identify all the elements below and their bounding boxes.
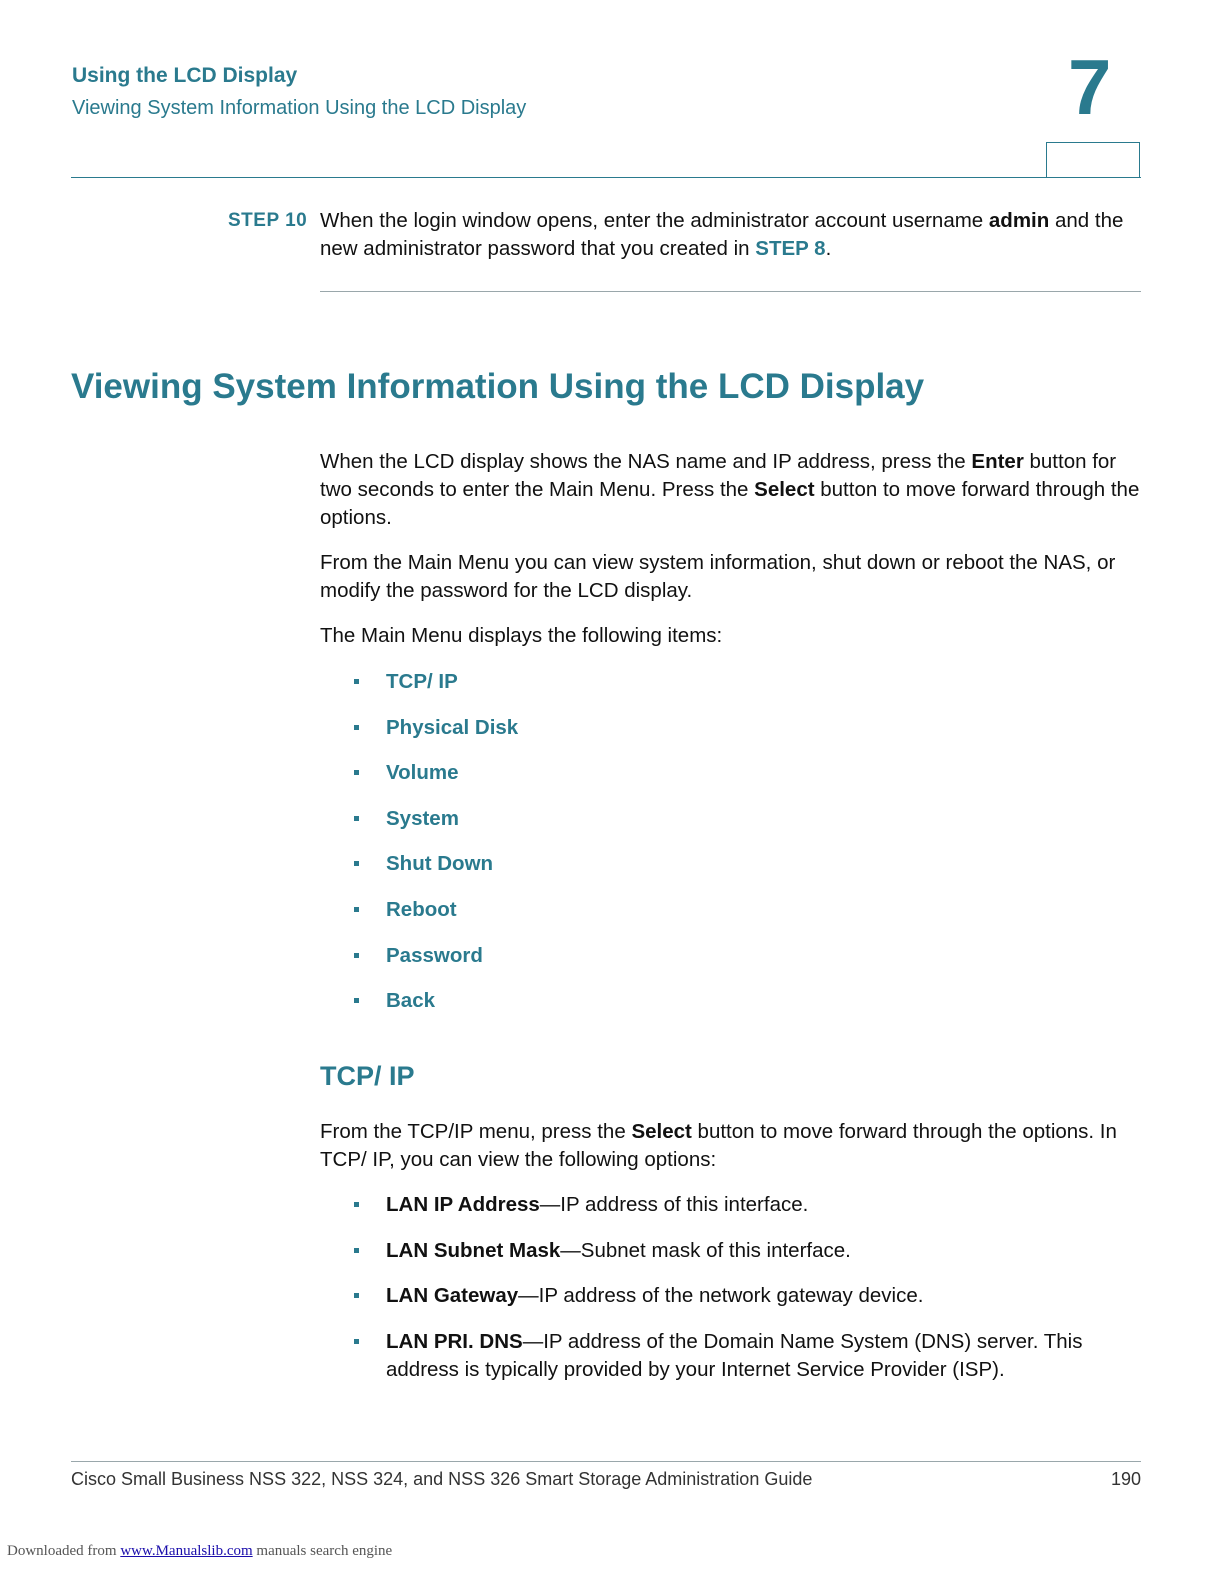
tcpip-paragraph xyxy=(320,1118,1140,1174)
footer-divider xyxy=(71,1461,1141,1462)
list-item xyxy=(354,1237,1144,1265)
menu-link-password[interactable] xyxy=(354,942,1054,988)
section-title: Viewing System Information Using the LCD Display xyxy=(72,97,527,119)
bullet-icon xyxy=(354,1202,359,1207)
chapter-tab-box xyxy=(1046,142,1140,177)
menu-link-label: Shut Down xyxy=(386,852,494,876)
option-term: LAN Gateway xyxy=(386,1284,519,1308)
list-item xyxy=(354,1282,1144,1310)
step-divider xyxy=(320,291,1141,292)
bullet-icon xyxy=(354,1293,359,1298)
download-suffix: manuals search engine xyxy=(252,1543,393,1559)
option-desc: —IP address of the Domain Name System (DNS) server. This address is typically provided by your Internet Service Provider (ISP). xyxy=(386,1329,1083,1381)
option-desc: —IP address of this interface. xyxy=(539,1193,809,1216)
tcpip-options-list xyxy=(354,1191,1144,1401)
step-text-part: and the new administrator password that you created in xyxy=(320,209,1124,260)
menu-link-system[interactable] xyxy=(354,805,1054,851)
step-8-link[interactable]: STEP 8 xyxy=(755,237,826,260)
menu-items-intro: The Main Menu displays the following items: xyxy=(320,624,723,647)
header-divider xyxy=(71,177,1141,178)
select-term: Select xyxy=(754,478,815,501)
text-part: button to move forward through the options. xyxy=(320,478,1140,529)
option-term: LAN PRI. DNS xyxy=(386,1329,523,1353)
list-item xyxy=(354,1328,1144,1384)
menu-link-back[interactable] xyxy=(354,987,1054,1033)
text-part: From the TCP/IP menu, press the xyxy=(320,1120,632,1143)
menu-link-volume[interactable] xyxy=(354,759,1054,805)
menu-link-label: Back xyxy=(386,989,436,1013)
bullet-icon xyxy=(354,907,359,912)
bullet-icon xyxy=(354,861,359,866)
list-item xyxy=(354,1191,1144,1219)
menu-link-label: Password xyxy=(386,943,483,967)
text-part: When the LCD display shows the NAS name and IP address, press the xyxy=(320,450,972,473)
menu-link-tcpip[interactable] xyxy=(354,668,1054,714)
chapter-number: 7 xyxy=(1068,43,1112,131)
bullet-icon xyxy=(354,998,359,1003)
download-banner xyxy=(7,1543,392,1560)
text-part: button to move forward through the options. In TCP/ IP, you can view the following options: xyxy=(320,1120,1117,1171)
menu-link-physical-disk[interactable] xyxy=(354,714,1054,760)
menu-link-shut-down[interactable] xyxy=(354,850,1054,896)
main-menu-paragraph: From the Main Menu you can view system information, shut down or reboot the NAS, or modify the password for the LCD display. xyxy=(320,551,1116,602)
main-menu-list xyxy=(354,668,1054,1033)
step-label-word: STEP xyxy=(228,210,280,231)
option-desc: —Subnet mask of this interface. xyxy=(560,1238,851,1262)
enter-term: Enter xyxy=(971,450,1024,473)
bullet-icon xyxy=(354,1339,359,1344)
bullet-icon xyxy=(354,770,359,775)
bullet-icon xyxy=(354,953,359,958)
bullet-icon xyxy=(354,1248,359,1253)
intro-paragraph xyxy=(320,448,1140,532)
step-number: 10 xyxy=(285,210,308,231)
menu-link-label: System xyxy=(386,806,459,830)
step-text-part: . xyxy=(825,237,832,260)
menu-link-label: Physical Disk xyxy=(386,715,519,739)
manualslib-link[interactable]: www.Manualslib.com xyxy=(120,1543,253,1559)
option-desc: —IP address of the network gateway device. xyxy=(518,1284,924,1308)
text-part: button for two seconds to enter the Main Menu. Press the xyxy=(320,450,1117,501)
chapter-title: Using the LCD Display xyxy=(72,64,298,87)
bullet-icon xyxy=(354,679,359,684)
bullet-icon xyxy=(354,816,359,821)
download-prefix: Downloaded from xyxy=(7,1543,121,1559)
select-term: Select xyxy=(631,1120,692,1143)
step-text-part: When the login window opens, enter the administrator account username xyxy=(320,209,989,232)
bullet-icon xyxy=(354,725,359,730)
footer-title: Cisco Small Business NSS 322, NSS 324, and NSS 326 Smart Storage Administration Guide xyxy=(71,1469,813,1489)
step-username: admin xyxy=(988,209,1050,232)
step-text xyxy=(320,207,1140,263)
page-number: 190 xyxy=(1110,1469,1141,1489)
option-term: LAN Subnet Mask xyxy=(386,1238,561,1262)
menu-link-label: TCP/ IP xyxy=(386,670,458,693)
menu-link-reboot[interactable] xyxy=(354,896,1054,942)
step-label xyxy=(228,210,307,232)
option-term: LAN IP Address xyxy=(386,1193,540,1216)
tcpip-heading: TCP/ IP xyxy=(320,1061,415,1091)
page-heading: Viewing System Information Using the LCD Display xyxy=(71,367,925,406)
menu-link-label: Volume xyxy=(386,761,459,785)
menu-link-label: Reboot xyxy=(386,897,457,921)
